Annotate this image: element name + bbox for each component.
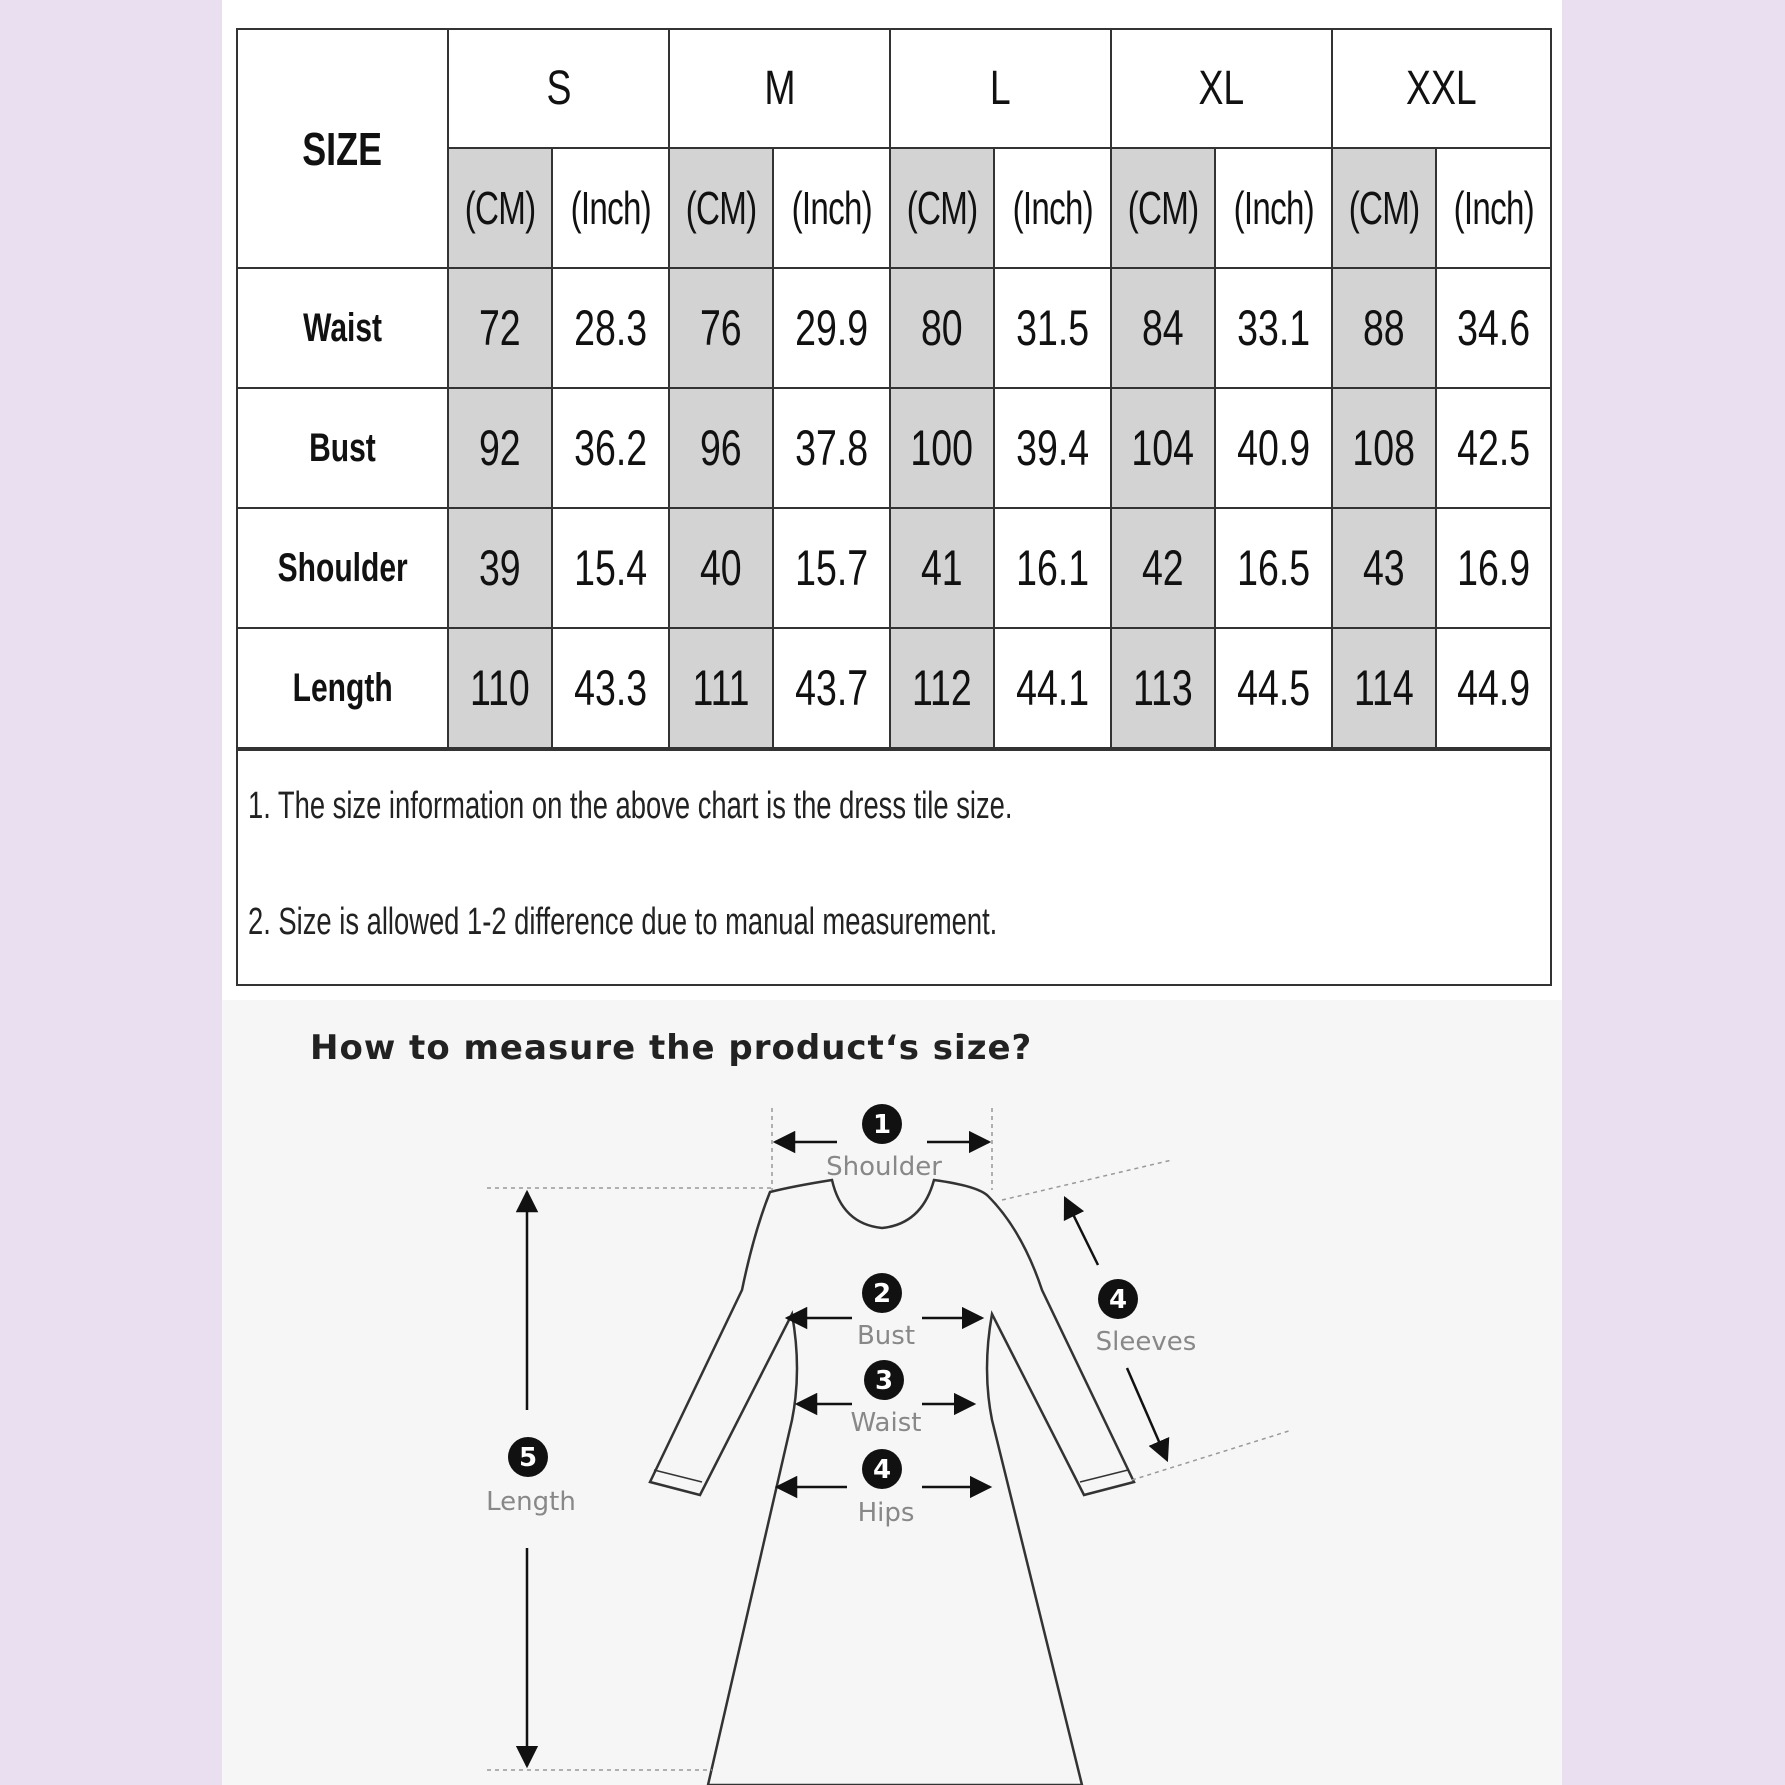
marker-bust bbox=[857, 1273, 915, 1351]
marker-sleeves-label: Sleeves bbox=[1095, 1327, 1197, 1357]
value-text: 39.4 bbox=[1016, 420, 1090, 476]
unit-inch-cell bbox=[1215, 148, 1332, 268]
value-text: 114 bbox=[1354, 660, 1414, 716]
marker-waist-label: Waist bbox=[850, 1408, 922, 1438]
table-row bbox=[238, 388, 1550, 508]
size-m-label: M bbox=[763, 62, 796, 115]
value-text: 110 bbox=[470, 660, 530, 716]
value-text: 84 bbox=[1142, 300, 1184, 356]
table-row bbox=[238, 628, 1550, 748]
marker-shoulder bbox=[826, 1104, 942, 1182]
marker-bust-label: Bust bbox=[856, 1321, 916, 1351]
row-label: Bust bbox=[309, 425, 376, 470]
size-l-label: L bbox=[990, 62, 1011, 115]
cm-value-cell bbox=[1332, 508, 1436, 628]
unit-inch-cell bbox=[994, 148, 1111, 268]
marker-length-number: 5 bbox=[518, 1443, 538, 1473]
inch-value-cell bbox=[1436, 388, 1550, 508]
unit-cm-label: (CM) bbox=[464, 182, 536, 234]
inch-value-cell bbox=[552, 628, 669, 748]
unit-cm-cell bbox=[1332, 148, 1436, 268]
cm-value-cell bbox=[1332, 268, 1436, 388]
marker-hips-label: Hips bbox=[857, 1498, 915, 1528]
marker-shoulder-number: 1 bbox=[872, 1110, 892, 1140]
value-text: 16.9 bbox=[1457, 540, 1531, 596]
size-table-frame bbox=[236, 28, 1552, 986]
inch-value-cell bbox=[1436, 268, 1550, 388]
marker-waist-number: 3 bbox=[874, 1366, 894, 1396]
unit-cm-label: (CM) bbox=[906, 182, 978, 234]
table-row bbox=[238, 508, 1550, 628]
value-text: 16.1 bbox=[1016, 540, 1090, 596]
value-text: 76 bbox=[700, 300, 742, 356]
inch-value-cell bbox=[994, 268, 1111, 388]
marker-length bbox=[486, 1437, 576, 1517]
size-chart-sheet bbox=[222, 0, 1562, 1785]
inch-value-cell bbox=[773, 628, 890, 748]
value-text: 31.5 bbox=[1016, 300, 1090, 356]
marker-sleeves-number: 4 bbox=[1108, 1285, 1128, 1315]
size-l-header bbox=[890, 30, 1111, 148]
value-text: 16.5 bbox=[1237, 540, 1311, 596]
unit-cm-label: (CM) bbox=[685, 182, 757, 234]
value-text: 43 bbox=[1363, 540, 1405, 596]
inch-value-cell bbox=[994, 508, 1111, 628]
value-text: 92 bbox=[479, 420, 521, 476]
size-m-header bbox=[669, 30, 890, 148]
value-text: 113 bbox=[1133, 660, 1193, 716]
value-text: 39 bbox=[479, 540, 521, 596]
value-text: 42.5 bbox=[1457, 420, 1531, 476]
value-text: 44.5 bbox=[1237, 660, 1311, 716]
unit-cm-label: (CM) bbox=[1127, 182, 1199, 234]
value-text: 36.2 bbox=[574, 420, 648, 476]
value-text: 15.7 bbox=[795, 540, 869, 596]
size-xl-label: XL bbox=[1198, 62, 1245, 115]
marker-length-label: Length bbox=[486, 1487, 576, 1517]
cm-value-cell bbox=[890, 268, 994, 388]
row-label-cell bbox=[238, 388, 448, 508]
value-text: 43.3 bbox=[574, 660, 648, 716]
cm-value-cell bbox=[1332, 628, 1436, 748]
inch-value-cell bbox=[1436, 508, 1550, 628]
value-text: 108 bbox=[1352, 420, 1416, 476]
cm-value-cell bbox=[1332, 388, 1436, 508]
unit-inch-label: (Inch) bbox=[1012, 182, 1093, 234]
inch-value-cell bbox=[773, 388, 890, 508]
value-text: 41 bbox=[921, 540, 963, 596]
value-text: 104 bbox=[1131, 420, 1195, 476]
note-2: 2. Size is allowed 1-2 difference due to manual measurement. bbox=[248, 901, 998, 943]
size-corner-cell bbox=[238, 30, 448, 268]
value-text: 40.9 bbox=[1237, 420, 1311, 476]
notes-box bbox=[238, 749, 1550, 985]
cm-value-cell bbox=[890, 508, 994, 628]
row-label-cell bbox=[238, 508, 448, 628]
measure-guide bbox=[222, 1000, 1562, 1785]
value-text: 72 bbox=[479, 300, 521, 356]
inch-value-cell bbox=[773, 508, 890, 628]
value-text: 29.9 bbox=[795, 300, 869, 356]
size-xxl-header bbox=[1332, 30, 1550, 148]
size-s-header bbox=[448, 30, 669, 148]
inch-value-cell bbox=[1436, 628, 1550, 748]
value-text: 111 bbox=[692, 660, 750, 716]
inch-value-cell bbox=[552, 388, 669, 508]
row-label: Length bbox=[292, 665, 393, 710]
cm-value-cell bbox=[1111, 508, 1215, 628]
cm-value-cell bbox=[448, 388, 552, 508]
unit-inch-label: (Inch) bbox=[1233, 182, 1314, 234]
size-xl-header bbox=[1111, 30, 1332, 148]
unit-cm-cell bbox=[1111, 148, 1215, 268]
value-text: 28.3 bbox=[574, 300, 648, 356]
size-s-label: S bbox=[546, 62, 571, 115]
unit-cm-cell bbox=[669, 148, 773, 268]
sleeve-arrow-up bbox=[1065, 1198, 1098, 1265]
cm-value-cell bbox=[448, 268, 552, 388]
dress-diagram bbox=[222, 1000, 1562, 1785]
unit-inch-label: (Inch) bbox=[570, 182, 651, 234]
value-text: 100 bbox=[910, 420, 974, 476]
value-text: 88 bbox=[1363, 300, 1405, 356]
value-text: 40 bbox=[700, 540, 742, 596]
cm-value-cell bbox=[669, 268, 773, 388]
cm-value-cell bbox=[669, 388, 773, 508]
cm-value-cell bbox=[448, 628, 552, 748]
inch-value-cell bbox=[552, 508, 669, 628]
cm-value-cell bbox=[890, 628, 994, 748]
cm-value-cell bbox=[1111, 268, 1215, 388]
unit-cm-label: (CM) bbox=[1348, 182, 1420, 234]
unit-inch-cell bbox=[1436, 148, 1550, 268]
value-text: 15.4 bbox=[574, 540, 648, 596]
unit-inch-label: (Inch) bbox=[1453, 182, 1534, 234]
size-header-row bbox=[238, 30, 1550, 148]
value-text: 112 bbox=[912, 660, 972, 716]
cm-value-cell bbox=[1111, 628, 1215, 748]
value-text: 42 bbox=[1142, 540, 1184, 596]
value-text: 37.8 bbox=[795, 420, 869, 476]
inch-value-cell bbox=[1215, 508, 1332, 628]
inch-value-cell bbox=[994, 388, 1111, 508]
marker-shoulder-label: Shoulder bbox=[826, 1152, 942, 1182]
size-table bbox=[238, 30, 1550, 749]
size-xxl-label: XXL bbox=[1406, 62, 1477, 115]
note-1: 1. The size information on the above chart is the dress tile size. bbox=[248, 785, 1013, 827]
size-table-body bbox=[238, 268, 1550, 748]
value-text: 44.9 bbox=[1457, 660, 1531, 716]
table-row bbox=[238, 268, 1550, 388]
value-text: 33.1 bbox=[1237, 300, 1311, 356]
marker-hips bbox=[858, 1449, 915, 1528]
cm-value-cell bbox=[448, 508, 552, 628]
inch-value-cell bbox=[1215, 268, 1332, 388]
value-text: 80 bbox=[921, 300, 963, 356]
row-label-cell bbox=[238, 628, 448, 748]
cm-value-cell bbox=[1111, 388, 1215, 508]
measure-title: How to measure the product‘s size? bbox=[310, 1028, 1033, 1068]
marker-waist bbox=[851, 1360, 922, 1438]
unit-inch-cell bbox=[552, 148, 669, 268]
value-text: 96 bbox=[700, 420, 742, 476]
cm-value-cell bbox=[890, 388, 994, 508]
row-label-cell bbox=[238, 268, 448, 388]
inch-value-cell bbox=[552, 268, 669, 388]
row-label: Shoulder bbox=[277, 545, 408, 590]
value-text: 43.7 bbox=[795, 660, 869, 716]
inch-value-cell bbox=[773, 268, 890, 388]
unit-inch-cell bbox=[773, 148, 890, 268]
marker-bust-number: 2 bbox=[872, 1279, 892, 1309]
inch-value-cell bbox=[994, 628, 1111, 748]
marker-hips-number: 4 bbox=[872, 1455, 892, 1485]
inch-value-cell bbox=[1215, 628, 1332, 748]
inch-value-cell bbox=[1215, 388, 1332, 508]
unit-inch-label: (Inch) bbox=[791, 182, 872, 234]
row-label: Waist bbox=[303, 305, 382, 350]
sleeve-arrow-down bbox=[1127, 1368, 1167, 1460]
unit-cm-cell bbox=[448, 148, 552, 268]
size-corner-label: SIZE bbox=[302, 122, 383, 175]
unit-cm-cell bbox=[890, 148, 994, 268]
cm-value-cell bbox=[669, 628, 773, 748]
cm-value-cell bbox=[669, 508, 773, 628]
marker-sleeves bbox=[1096, 1279, 1197, 1357]
guide-lines bbox=[487, 1108, 1292, 1770]
value-text: 34.6 bbox=[1457, 300, 1531, 356]
value-text: 44.1 bbox=[1016, 660, 1090, 716]
